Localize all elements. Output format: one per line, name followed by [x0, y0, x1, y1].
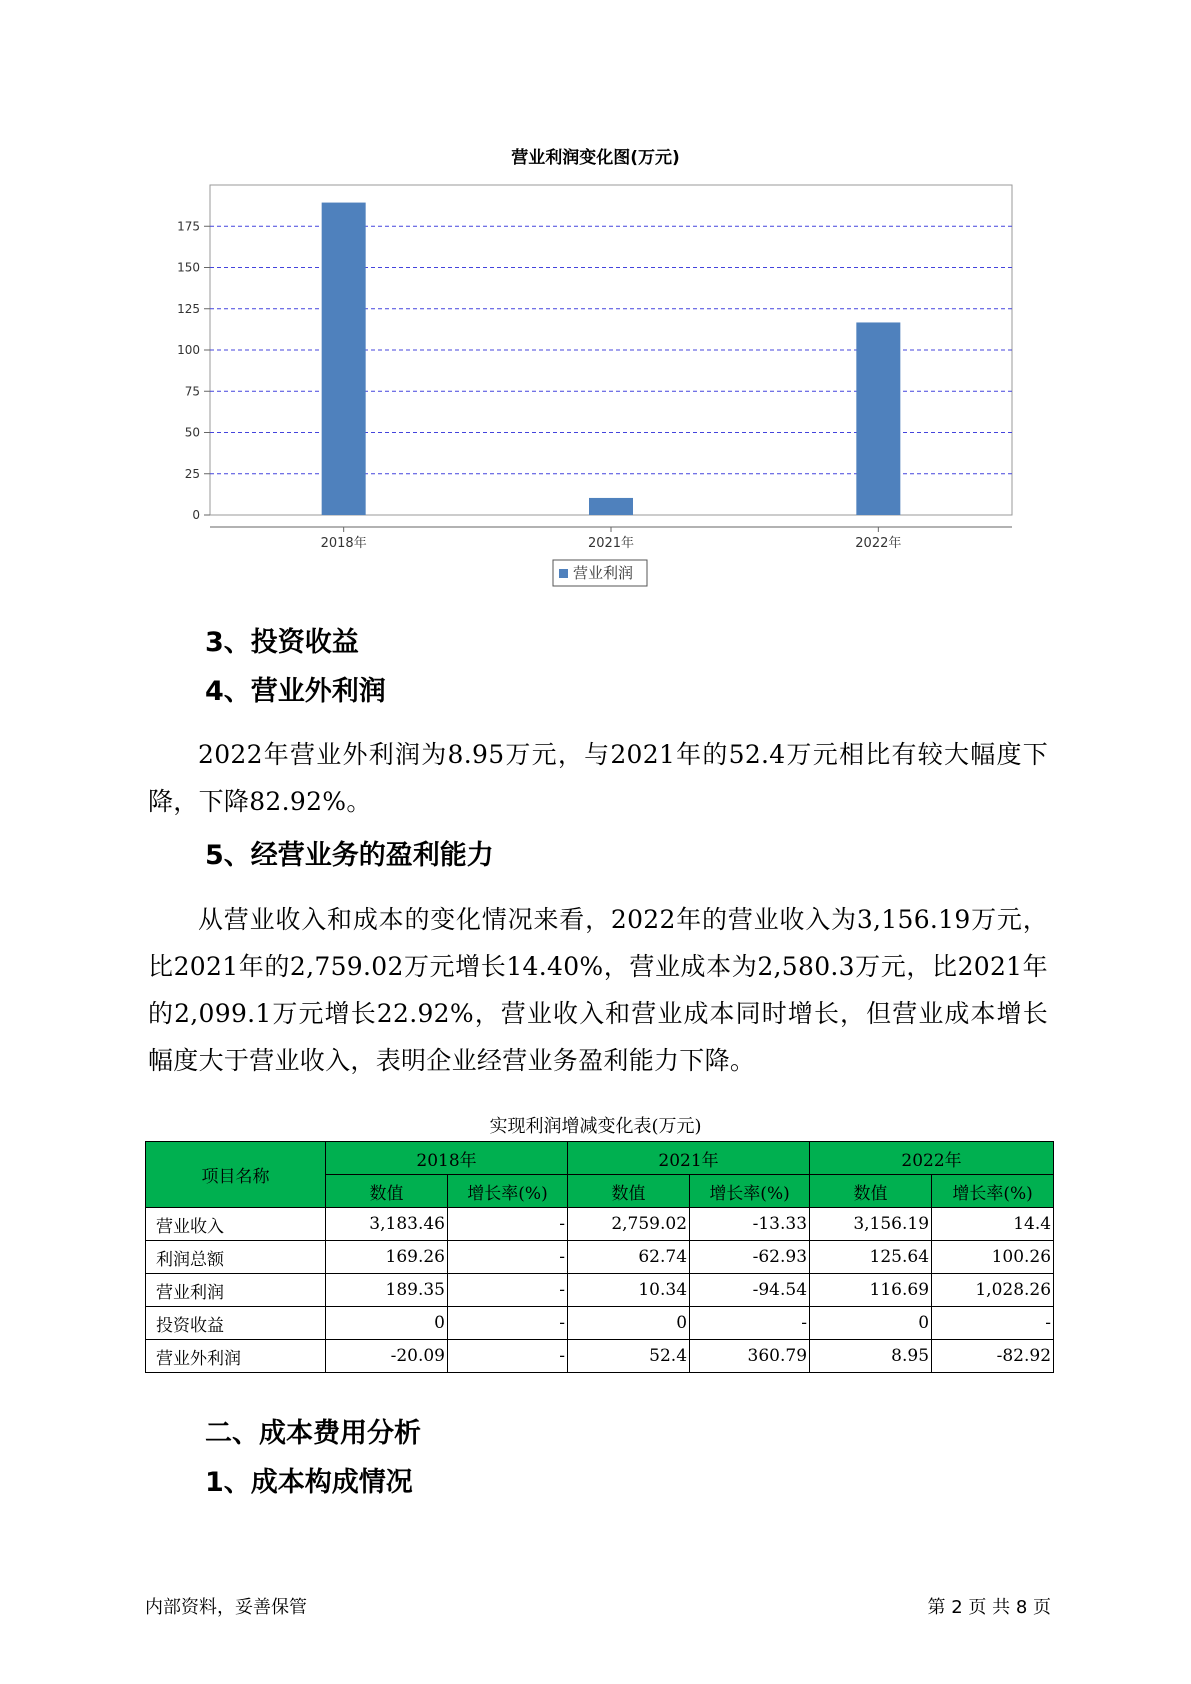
chart-title: 营业利润变化图(万元) [511, 148, 680, 168]
table-cell: 3,183.46 [326, 1208, 448, 1241]
table-row [146, 1307, 1054, 1340]
heading-investment-income: 3、投资收益 [205, 627, 359, 658]
table-row [146, 1274, 1054, 1307]
header-year-2022: 2022年 [810, 1142, 1054, 1175]
x-tick-label: 2022年 [855, 536, 902, 551]
bar [589, 498, 633, 515]
y-tick-label: 100 [177, 343, 200, 357]
paragraph-profitability: 从营业收入和成本的变化情况来看，2022年的营业收入为3,156.19万元，比2021年的2,759.02万元增长14.40%，营业成本为2,580.3万元，比2021年的2,099.1万元增长22.92%，营业收入和营业成本同时增长，但营业成本增长幅度大于营业收入，表明企业经营业务盈利能力下降。 [148, 905, 1048, 1075]
header-item-name: 项目名称 [146, 1142, 326, 1208]
table-cell: 52.4 [568, 1340, 690, 1373]
y-tick-label: 0 [192, 508, 200, 522]
heading-cost-structure: 1、成本构成情况 [205, 1467, 413, 1498]
bar [322, 203, 366, 515]
table-cell: - [690, 1307, 810, 1340]
table-cell: 1,028.26 [932, 1274, 1054, 1307]
footer-page-number: 第 2 页 共 8 页 [927, 1597, 1051, 1618]
table-cell: - [932, 1307, 1054, 1340]
table-cell: 0 [568, 1307, 690, 1340]
table-cell: 8.95 [810, 1340, 932, 1373]
bar [856, 322, 900, 515]
y-tick-label: 75 [184, 384, 200, 399]
legend-label: 营业利润 [573, 564, 634, 582]
y-tick-label: 125 [177, 301, 200, 316]
table-cell: 169.26 [326, 1241, 448, 1274]
heading-cost-analysis: 二、成本费用分析 [205, 1418, 421, 1449]
footer-confidential: 内部资料，妥善保管 [145, 1597, 307, 1618]
table-cell: 125.64 [810, 1241, 932, 1274]
subheader-value: 数值 [568, 1175, 690, 1208]
y-tick-label: 25 [184, 466, 200, 481]
table-row [146, 1208, 1054, 1241]
header-year-2018: 2018年 [326, 1142, 568, 1175]
x-tick-label: 2021年 [587, 536, 635, 551]
x-tick-label: 2018年 [320, 536, 367, 551]
subheader-value: 数值 [810, 1175, 932, 1208]
row-label: 利润总额 [146, 1241, 326, 1274]
table-cell: 2,759.02 [568, 1208, 690, 1241]
y-tick-label: 175 [177, 219, 200, 234]
table-caption: 实现利润增减变化表(万元) [489, 1116, 702, 1137]
paragraph-non-operating-profit: 2022年营业外利润为8.95万元，与2021年的52.4万元相比有较大幅度下降，下降82.92%。 [148, 740, 1048, 816]
legend-swatch [559, 569, 568, 578]
table-cell: -82.92 [932, 1340, 1054, 1373]
table-cell: - [448, 1241, 568, 1274]
table-cell: -62.93 [690, 1241, 810, 1274]
table-cell: - [448, 1340, 568, 1373]
table-row [146, 1241, 1054, 1274]
table-row [146, 1340, 1054, 1373]
heading-profitability: 5、经营业务的盈利能力 [205, 840, 494, 871]
table-cell: 360.79 [690, 1340, 810, 1373]
table-cell: 0 [326, 1307, 448, 1340]
table-cell: -13.33 [690, 1208, 810, 1241]
subheader-rate: 增长率(%) [690, 1175, 810, 1208]
table-cell: 3,156.19 [810, 1208, 932, 1241]
table-cell: 116.69 [810, 1274, 932, 1307]
table-cell: -94.54 [690, 1274, 810, 1307]
table-cell: 62.74 [568, 1241, 690, 1274]
row-label: 营业利润 [146, 1274, 326, 1307]
table-cell: 10.34 [568, 1274, 690, 1307]
subheader-rate: 增长率(%) [932, 1175, 1054, 1208]
heading-non-operating-profit: 4、营业外利润 [205, 676, 386, 707]
row-label: 营业收入 [146, 1208, 326, 1241]
table-cell: 14.4 [932, 1208, 1054, 1241]
table-cell: 100.26 [932, 1241, 1054, 1274]
table-cell: - [448, 1307, 568, 1340]
operating-profit-chart [0, 0, 1191, 600]
row-label: 营业外利润 [146, 1340, 326, 1373]
y-tick-label: 50 [184, 425, 200, 440]
table-cell: 189.35 [326, 1274, 448, 1307]
row-label: 投资收益 [146, 1307, 326, 1340]
profit-change-table [145, 1141, 1054, 1373]
subheader-rate: 增长率(%) [448, 1175, 568, 1208]
table-cell: -20.09 [326, 1340, 448, 1373]
subheader-value: 数值 [326, 1175, 448, 1208]
table-cell: - [448, 1274, 568, 1307]
table-cell: - [448, 1208, 568, 1241]
table-cell: 0 [810, 1307, 932, 1340]
header-year-2021: 2021年 [568, 1142, 810, 1175]
y-tick-label: 150 [177, 260, 200, 275]
